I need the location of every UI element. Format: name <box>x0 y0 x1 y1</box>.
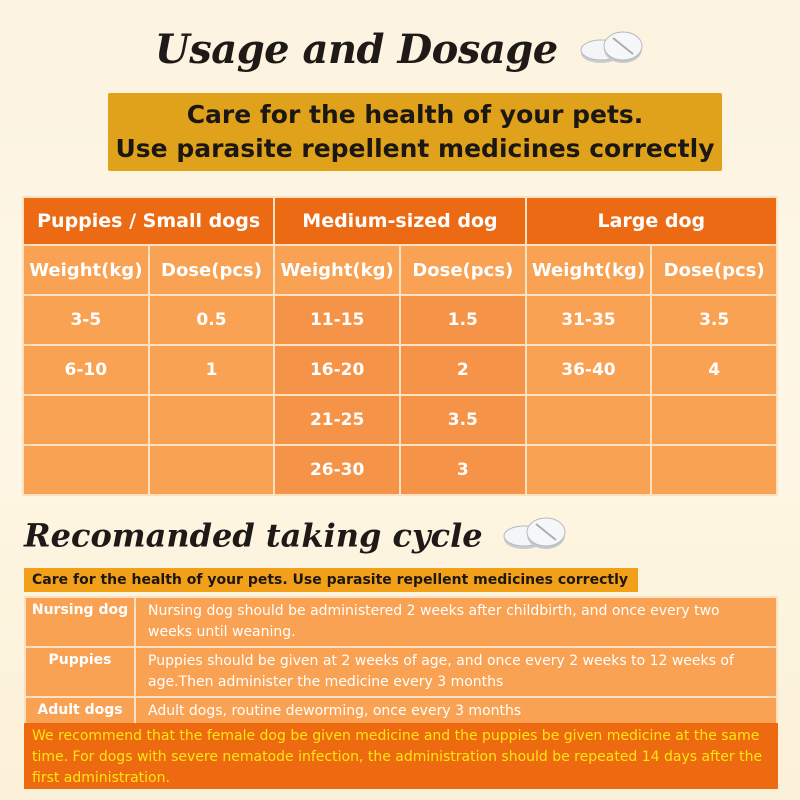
cycle-text: Adult dogs, routine deworming, once every 3 months <box>135 697 777 726</box>
cycle-title-text: Recomanded taking cycle <box>24 516 483 555</box>
table-cell: 31-35 <box>526 295 652 345</box>
banner-line-1: Care for the health of your pets. <box>186 100 644 129</box>
table-cell: 11-15 <box>274 295 400 345</box>
pill-icon <box>502 515 568 561</box>
table-cell <box>651 395 777 445</box>
table-cell: 16-20 <box>274 345 400 395</box>
table-row <box>23 445 777 495</box>
group-small: Puppies / Small dogs <box>23 197 274 245</box>
dosage-table <box>22 196 778 496</box>
health-banner <box>108 93 722 171</box>
table-cell <box>23 395 149 445</box>
table-cell <box>149 395 275 445</box>
table-cell: 21-25 <box>274 395 400 445</box>
cycle-label: Puppies <box>25 647 135 697</box>
table-cell: 3.5 <box>400 395 526 445</box>
table-cell: 1.5 <box>400 295 526 345</box>
group-header-row <box>23 197 777 245</box>
table-row <box>23 345 777 395</box>
group-medium: Medium-sized dog <box>274 197 525 245</box>
table-cell: 2 <box>400 345 526 395</box>
table-cell: 26-30 <box>274 445 400 495</box>
cycle-header: Care for the health of your pets. Use parasite repellent medicines correctly <box>24 568 638 592</box>
page-title-text: Usage and Dosage <box>154 26 558 73</box>
weight-header: Weight(kg) <box>23 245 149 295</box>
table-cell: 3.5 <box>651 295 777 345</box>
cycle-text: Puppies should be given at 2 weeks of age, and once every 2 weeks to 12 weeks of age.Then administer the medicine every 3 months <box>135 647 777 697</box>
cycle-text: Nursing dog should be administered 2 weeks after childbirth, and once every two weeks until weaning. <box>135 597 777 647</box>
table-cell <box>23 445 149 495</box>
column-header-row <box>23 245 777 295</box>
table-cell: 3-5 <box>23 295 149 345</box>
dose-header: Dose(pcs) <box>149 245 275 295</box>
dose-header: Dose(pcs) <box>651 245 777 295</box>
dose-header: Dose(pcs) <box>400 245 526 295</box>
table-cell <box>526 445 652 495</box>
table-cell: 4 <box>651 345 777 395</box>
table-cell: 3 <box>400 445 526 495</box>
cycle-label: Adult dogs <box>25 697 135 726</box>
table-cell: 0.5 <box>149 295 275 345</box>
cycle-label: Nursing dog <box>25 597 135 647</box>
group-large: Large dog <box>526 197 777 245</box>
table-cell <box>651 445 777 495</box>
pill-icon <box>579 29 645 77</box>
weight-header: Weight(kg) <box>274 245 400 295</box>
banner-line-2: Use parasite repellent medicines correctly <box>115 134 715 163</box>
cycle-title <box>24 515 568 561</box>
cycle-table <box>24 596 778 727</box>
table-row <box>25 647 777 697</box>
recommendation-note: We recommend that the female dog be given medicine and the puppies be given medicine at the same time. For dogs with severe nematode infection, the administration should be repeated 14 days after the first administration. <box>24 723 778 789</box>
table-row <box>25 697 777 726</box>
table-cell: 1 <box>149 345 275 395</box>
table-cell <box>149 445 275 495</box>
table-cell <box>526 395 652 445</box>
table-cell: 36-40 <box>526 345 652 395</box>
weight-header: Weight(kg) <box>526 245 652 295</box>
table-row <box>23 295 777 345</box>
table-cell: 6-10 <box>23 345 149 395</box>
table-row <box>25 597 777 647</box>
page-title <box>0 26 800 77</box>
table-row <box>23 395 777 445</box>
